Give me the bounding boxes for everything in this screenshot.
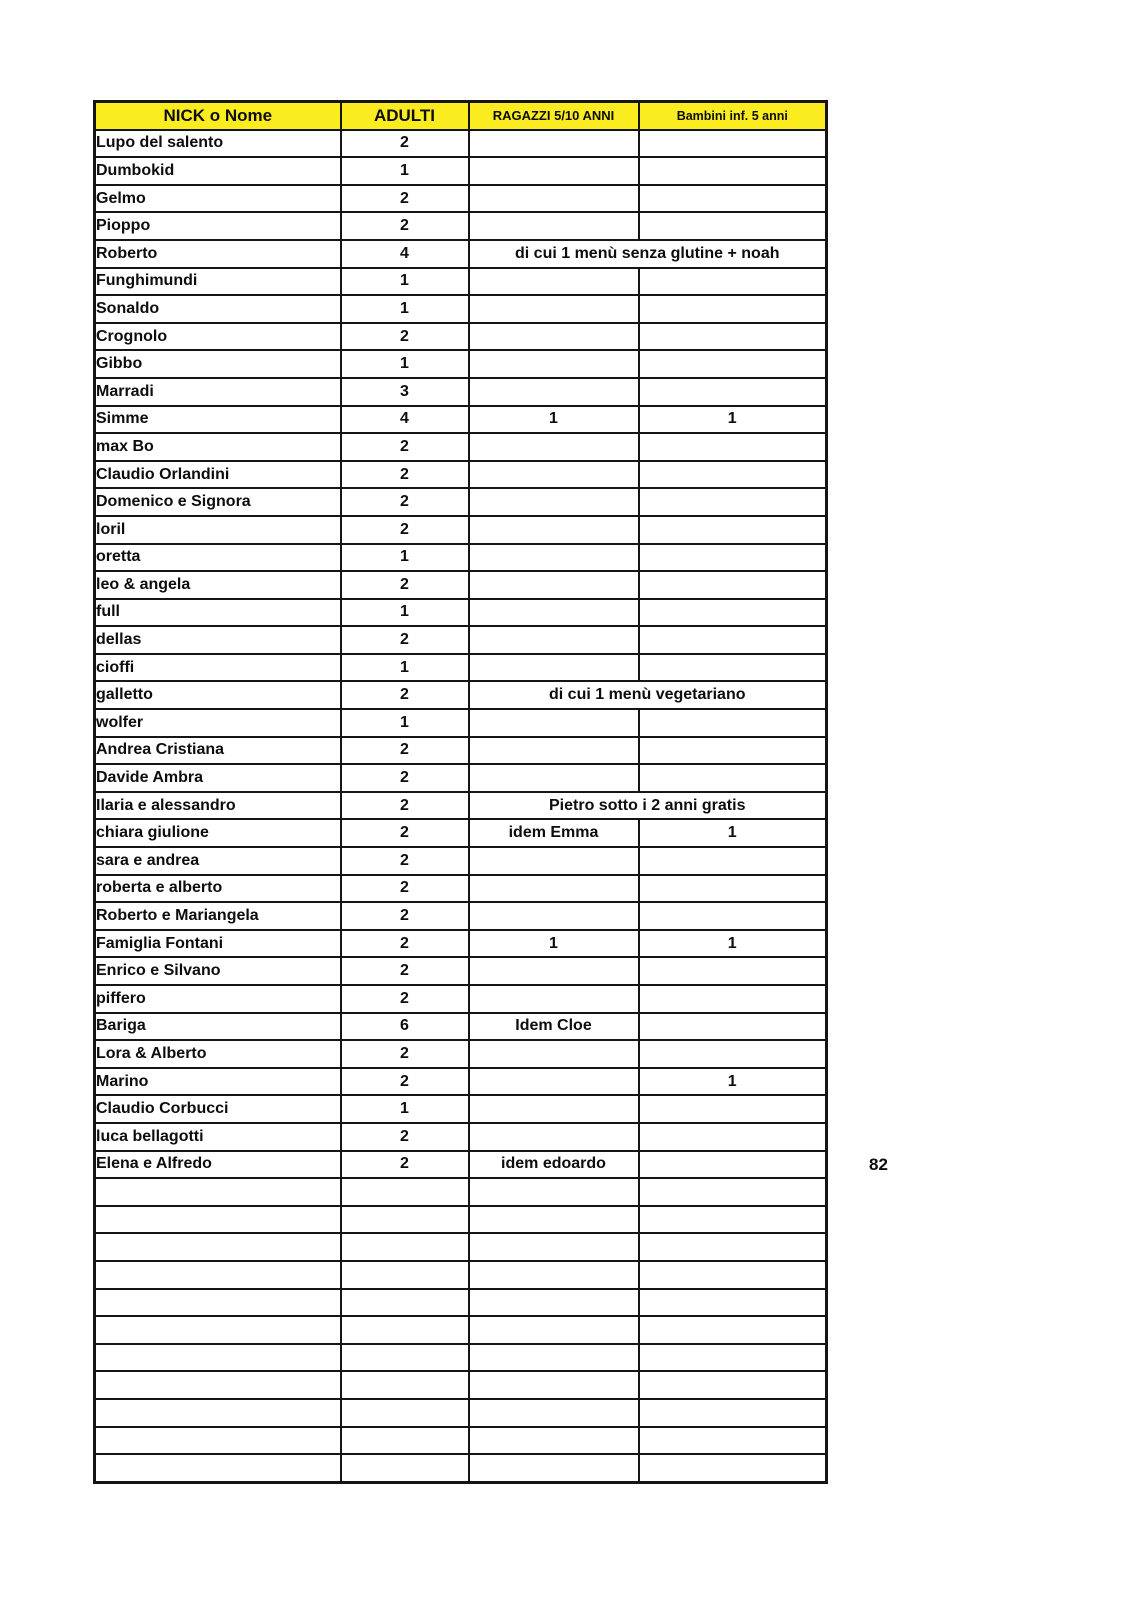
table-row — [95, 240, 827, 268]
bambini-cell — [639, 902, 827, 930]
adulti-cell — [341, 1206, 469, 1234]
name-cell: Dumbokid — [95, 157, 341, 185]
name-cell: Claudio Orlandini — [95, 461, 341, 489]
table-row — [95, 764, 827, 792]
name-cell: chiara giulione — [95, 819, 341, 847]
table-row — [95, 1095, 827, 1123]
name-cell — [95, 1399, 341, 1427]
name-cell: Gelmo — [95, 185, 341, 213]
adulti-cell: 1 — [341, 599, 469, 627]
bambini-cell — [639, 378, 827, 406]
ragazzi-cell — [469, 875, 639, 903]
bambini-cell — [639, 1178, 827, 1206]
adulti-cell: 4 — [341, 406, 469, 434]
bambini-cell — [639, 654, 827, 682]
ragazzi-cell — [469, 1427, 639, 1455]
name-cell: Domenico e Signora — [95, 488, 341, 516]
ragazzi-cell — [469, 323, 639, 351]
ragazzi-cell — [469, 737, 639, 765]
bambini-cell — [639, 268, 827, 296]
adulti-cell: 2 — [341, 957, 469, 985]
table-row — [95, 406, 827, 434]
empty-row — [95, 1427, 827, 1455]
ragazzi-cell — [469, 1040, 639, 1068]
bambini-cell — [639, 599, 827, 627]
adulti-cell: 2 — [341, 764, 469, 792]
table-row — [95, 157, 827, 185]
adulti-cell: 2 — [341, 323, 469, 351]
adulti-cell: 1 — [341, 295, 469, 323]
ragazzi-cell — [469, 157, 639, 185]
ragazzi-cell — [469, 1233, 639, 1261]
bambini-cell — [639, 185, 827, 213]
name-cell: Lupo del salento — [95, 130, 341, 158]
name-cell: Elena e Alfredo — [95, 1151, 341, 1179]
ragazzi-cell — [469, 902, 639, 930]
name-cell: Ilaria e alessandro — [95, 792, 341, 820]
bambini-cell — [639, 1233, 827, 1261]
ragazzi-cell — [469, 1068, 639, 1096]
ragazzi-cell — [469, 1371, 639, 1399]
adulti-cell: 2 — [341, 847, 469, 875]
name-cell: wolfer — [95, 709, 341, 737]
table-row — [95, 378, 827, 406]
name-cell: roberta e alberto — [95, 875, 341, 903]
col-header-adulti: ADULTI — [341, 102, 469, 130]
adulti-cell: 1 — [341, 709, 469, 737]
adulti-cell: 6 — [341, 1013, 469, 1041]
adulti-cell: 2 — [341, 681, 469, 709]
adulti-cell — [341, 1371, 469, 1399]
bambini-cell — [639, 1206, 827, 1234]
ragazzi-cell — [469, 985, 639, 1013]
table-row — [95, 1013, 827, 1041]
table-header — [95, 102, 827, 130]
empty-row — [95, 1316, 827, 1344]
adulti-cell: 2 — [341, 737, 469, 765]
bambini-cell: 1 — [639, 930, 827, 958]
note-cell: di cui 1 menù senza glutine + noah — [469, 240, 827, 268]
table-row — [95, 1151, 827, 1179]
ragazzi-cell — [469, 433, 639, 461]
name-cell: Marino — [95, 1068, 341, 1096]
adulti-cell: 1 — [341, 268, 469, 296]
empty-row — [95, 1371, 827, 1399]
adulti-cell: 1 — [341, 654, 469, 682]
name-cell: luca bellagotti — [95, 1123, 341, 1151]
header-row — [95, 102, 827, 130]
col-header-bambini: Bambini inf. 5 anni — [639, 102, 827, 130]
adulti-cell: 2 — [341, 626, 469, 654]
name-cell: Andrea Cristiana — [95, 737, 341, 765]
adulti-cell — [341, 1178, 469, 1206]
table-row — [95, 1040, 827, 1068]
name-cell: Enrico e Silvano — [95, 957, 341, 985]
table-row — [95, 902, 827, 930]
adulti-cell: 2 — [341, 792, 469, 820]
name-cell: Funghimundi — [95, 268, 341, 296]
table-row — [95, 130, 827, 158]
empty-row — [95, 1289, 827, 1317]
name-cell: piffero — [95, 985, 341, 1013]
ragazzi-cell — [469, 295, 639, 323]
ragazzi-cell — [469, 709, 639, 737]
bambini-cell — [639, 847, 827, 875]
adulti-cell: 2 — [341, 1123, 469, 1151]
name-cell: loril — [95, 516, 341, 544]
bambini-cell — [639, 461, 827, 489]
ragazzi-cell — [469, 571, 639, 599]
adulti-cell: 2 — [341, 985, 469, 1013]
adulti-cell: 2 — [341, 1151, 469, 1179]
table-row — [95, 185, 827, 213]
ragazzi-cell — [469, 212, 639, 240]
ragazzi-cell: Idem Cloe — [469, 1013, 639, 1041]
bambini-cell — [639, 709, 827, 737]
adulti-cell — [341, 1261, 469, 1289]
bambini-cell — [639, 1344, 827, 1372]
name-cell — [95, 1427, 341, 1455]
ragazzi-cell — [469, 378, 639, 406]
bambini-cell — [639, 488, 827, 516]
ragazzi-cell — [469, 130, 639, 158]
bambini-cell — [639, 157, 827, 185]
ragazzi-cell — [469, 1178, 639, 1206]
table-row — [95, 819, 827, 847]
empty-row — [95, 1399, 827, 1427]
name-cell: full — [95, 599, 341, 627]
presence-table-body — [95, 130, 827, 1483]
name-cell: oretta — [95, 544, 341, 572]
ragazzi-cell — [469, 1206, 639, 1234]
name-cell — [95, 1289, 341, 1317]
adulti-cell — [341, 1289, 469, 1317]
bambini-cell — [639, 323, 827, 351]
note-cell: di cui 1 menù vegetariano — [469, 681, 827, 709]
name-cell: Pioppo — [95, 212, 341, 240]
bambini-cell — [639, 1399, 827, 1427]
table-row — [95, 323, 827, 351]
table-row — [95, 737, 827, 765]
ragazzi-cell — [469, 1289, 639, 1317]
table-row — [95, 681, 827, 709]
bambini-cell: 1 — [639, 819, 827, 847]
note-cell: Pietro sotto i 2 anni gratis — [469, 792, 827, 820]
ragazzi-cell — [469, 626, 639, 654]
col-header-nick: NICK o Nome — [95, 102, 341, 130]
table-row — [95, 1068, 827, 1096]
name-cell: Claudio Corbucci — [95, 1095, 341, 1123]
ragazzi-cell — [469, 544, 639, 572]
ragazzi-cell — [469, 516, 639, 544]
ragazzi-cell — [469, 847, 639, 875]
empty-row — [95, 1206, 827, 1234]
adulti-cell — [341, 1233, 469, 1261]
adulti-cell: 2 — [341, 930, 469, 958]
adulti-cell — [341, 1344, 469, 1372]
name-cell — [95, 1316, 341, 1344]
table-row — [95, 433, 827, 461]
adulti-cell — [341, 1316, 469, 1344]
ragazzi-cell — [469, 1399, 639, 1427]
adulti-cell: 2 — [341, 819, 469, 847]
bambini-cell — [639, 985, 827, 1013]
table-row — [95, 1123, 827, 1151]
table-row — [95, 626, 827, 654]
bambini-cell — [639, 1454, 827, 1482]
table-row — [95, 957, 827, 985]
bambini-cell — [639, 1151, 827, 1179]
ragazzi-cell: idem Emma — [469, 819, 639, 847]
table-row — [95, 792, 827, 820]
adulti-cell: 1 — [341, 1095, 469, 1123]
name-cell: Gibbo — [95, 350, 341, 378]
ragazzi-cell — [469, 185, 639, 213]
name-cell: max Bo — [95, 433, 341, 461]
adulti-cell: 2 — [341, 488, 469, 516]
name-cell: Marradi — [95, 378, 341, 406]
adulti-cell: 3 — [341, 378, 469, 406]
ragazzi-cell — [469, 1454, 639, 1482]
adulti-cell — [341, 1427, 469, 1455]
adulti-cell — [341, 1454, 469, 1482]
ragazzi-cell — [469, 1316, 639, 1344]
adulti-cell: 2 — [341, 875, 469, 903]
grand-total: 82 — [869, 1155, 888, 1174]
table-row — [95, 847, 827, 875]
adulti-cell: 1 — [341, 157, 469, 185]
name-cell: Roberto — [95, 240, 341, 268]
empty-row — [95, 1261, 827, 1289]
table-row — [95, 875, 827, 903]
table-row — [95, 599, 827, 627]
name-cell: Crognolo — [95, 323, 341, 351]
ragazzi-cell — [469, 268, 639, 296]
table-row — [95, 654, 827, 682]
bambini-cell — [639, 957, 827, 985]
adulti-cell: 2 — [341, 1040, 469, 1068]
bambini-cell — [639, 350, 827, 378]
table-row — [95, 488, 827, 516]
bambini-cell — [639, 1040, 827, 1068]
name-cell: leo & angela — [95, 571, 341, 599]
col-header-ragazzi: RAGAZZI 5/10 ANNI — [469, 102, 639, 130]
bambini-cell: 1 — [639, 406, 827, 434]
adulti-cell: 1 — [341, 350, 469, 378]
ragazzi-cell — [469, 488, 639, 516]
name-cell: Roberto e Mariangela — [95, 902, 341, 930]
adulti-cell: 2 — [341, 461, 469, 489]
adulti-cell: 2 — [341, 902, 469, 930]
name-cell — [95, 1178, 341, 1206]
table-row — [95, 516, 827, 544]
presence-table — [93, 100, 828, 1484]
name-cell: dellas — [95, 626, 341, 654]
bambini-cell — [639, 737, 827, 765]
name-cell — [95, 1206, 341, 1234]
name-cell: Sonaldo — [95, 295, 341, 323]
bambini-cell — [639, 544, 827, 572]
ragazzi-cell — [469, 1344, 639, 1372]
adulti-cell: 2 — [341, 212, 469, 240]
adulti-cell: 4 — [341, 240, 469, 268]
adulti-cell — [341, 1399, 469, 1427]
bambini-cell: 1 — [639, 1068, 827, 1096]
bambini-cell — [639, 1371, 827, 1399]
name-cell: galletto — [95, 681, 341, 709]
table-row — [95, 212, 827, 240]
name-cell: Famiglia Fontani — [95, 930, 341, 958]
table-row — [95, 709, 827, 737]
ragazzi-cell — [469, 1261, 639, 1289]
name-cell — [95, 1371, 341, 1399]
name-cell: sara e andrea — [95, 847, 341, 875]
name-cell: cioffi — [95, 654, 341, 682]
ragazzi-cell: idem edoardo — [469, 1151, 639, 1179]
ragazzi-cell — [469, 461, 639, 489]
bambini-cell — [639, 875, 827, 903]
empty-row — [95, 1344, 827, 1372]
name-cell — [95, 1233, 341, 1261]
bambini-cell — [639, 764, 827, 792]
name-cell: Bariga — [95, 1013, 341, 1041]
ragazzi-cell: 1 — [469, 930, 639, 958]
bambini-cell — [639, 1289, 827, 1317]
ragazzi-cell — [469, 957, 639, 985]
empty-row — [95, 1454, 827, 1482]
bambini-cell — [639, 433, 827, 461]
ragazzi-cell — [469, 350, 639, 378]
table-row — [95, 985, 827, 1013]
adulti-cell: 2 — [341, 1068, 469, 1096]
ragazzi-cell — [469, 1095, 639, 1123]
adulti-cell: 2 — [341, 433, 469, 461]
bambini-cell — [639, 130, 827, 158]
table-row — [95, 295, 827, 323]
name-cell — [95, 1344, 341, 1372]
adulti-cell: 1 — [341, 544, 469, 572]
adulti-cell: 2 — [341, 130, 469, 158]
empty-row — [95, 1178, 827, 1206]
adulti-cell: 2 — [341, 185, 469, 213]
table-row — [95, 350, 827, 378]
ragazzi-cell: 1 — [469, 406, 639, 434]
table-row — [95, 461, 827, 489]
bambini-cell — [639, 571, 827, 599]
bambini-cell — [639, 626, 827, 654]
name-cell — [95, 1261, 341, 1289]
ragazzi-cell — [469, 654, 639, 682]
adulti-cell: 2 — [341, 516, 469, 544]
ragazzi-cell — [469, 764, 639, 792]
name-cell: Lora & Alberto — [95, 1040, 341, 1068]
table-row — [95, 930, 827, 958]
bambini-cell — [639, 295, 827, 323]
name-cell — [95, 1454, 341, 1482]
table-row — [95, 544, 827, 572]
name-cell: Davide Ambra — [95, 764, 341, 792]
name-cell: Simme — [95, 406, 341, 434]
bambini-cell — [639, 1013, 827, 1041]
table-row — [95, 268, 827, 296]
bambini-cell — [639, 1316, 827, 1344]
ragazzi-cell — [469, 599, 639, 627]
bambini-cell — [639, 1123, 827, 1151]
adulti-cell: 2 — [341, 571, 469, 599]
ragazzi-cell — [469, 1123, 639, 1151]
table-row — [95, 571, 827, 599]
bambini-cell — [639, 1095, 827, 1123]
bambini-cell — [639, 1261, 827, 1289]
empty-row — [95, 1233, 827, 1261]
bambini-cell — [639, 212, 827, 240]
bambini-cell — [639, 1427, 827, 1455]
bambini-cell — [639, 516, 827, 544]
